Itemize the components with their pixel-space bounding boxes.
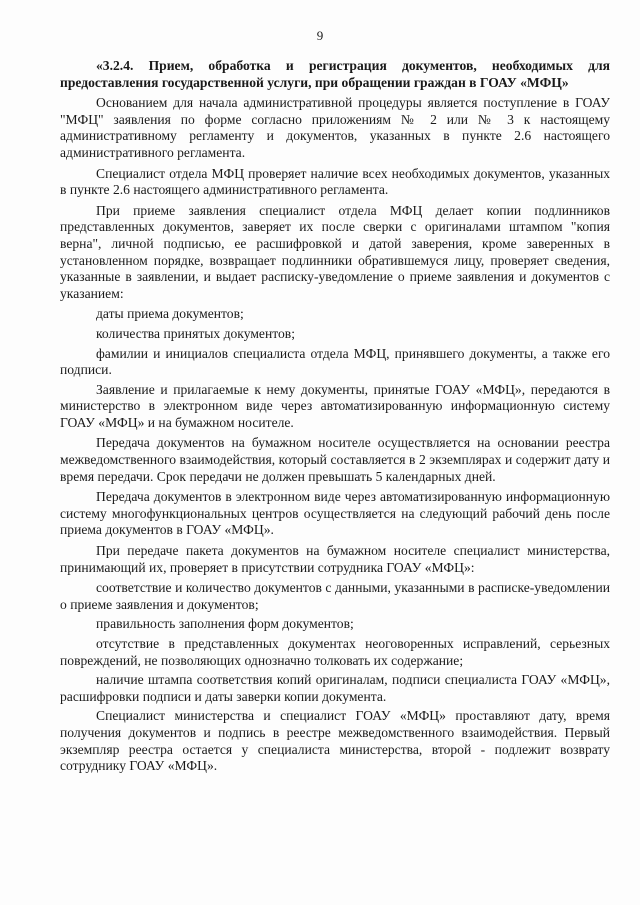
paragraph-registry: Специалист министерства и специалист ГОАУ «МФЦ» проставляют дату, время получения документов и подпись в реестре межведомственного взаимодействия. Первый экземпляр реестра остается у специалиста министерства, второй - подлежит возврату сотруднику ГОАУ «МФЦ».: [60, 708, 610, 774]
paragraph-check: Специалист отдела МФЦ проверяет наличие всех необходимых документов, указанных в пункте 2.6 настоящего административного регламента.: [60, 165, 610, 198]
paragraph-ministry-check: При передаче пакета документов на бумажном носителе специалист министерства, принимающий их, проверяет в присутствии сотрудника ГОАУ «МФЦ»:: [60, 543, 610, 575]
list-item-specialist: фамилии и инициалов специалиста отдела МФЦ, принявшего документы, а также его подписи.: [60, 345, 610, 378]
document-body: [60, 58, 610, 779]
page-number: 9: [316, 28, 324, 43]
paragraph-paper-transfer: Передача документов на бумажном носителе осуществляется на основании реестра межведомственного взаимодействия, который составляется в 2 экземплярах и содержит дату и время передачи. Срок передачи не должен превышать 5 календарных дней.: [60, 435, 610, 484]
list-item-corrections: отсутствие в представленных документах неоговоренных исправлений, серьезных повреждений, не позволяющих однозначно толковать их содержание;: [60, 636, 610, 668]
paragraph-reception: При приеме заявления специалист отдела МФЦ делает копии подлинников представленных документов, заверяет их после сверки с оригиналами штампом "копия верна", личной подписью, ее расшифровкой и датой заверения, кроме заверенных в установленном порядке, возвращает подлинники обратившемуся лицу, проверяет сведения, указанные в заявлении, и выдает расписку-уведомление о приеме заявления и документов с указанием:: [60, 202, 610, 301]
list-item-correspondence: соответствие и количество документов с данными, указанными в расписке-уведомлении о приеме заявления и документов;: [60, 580, 610, 612]
section-heading: «3.2.4. Прием, обработка и регистрация документов, необходимых для предоставления государственной услуги, при обращении граждан в ГОАУ «МФЦ»: [60, 58, 610, 90]
paragraph-electronic-transfer: Передача документов в электронном виде через автоматизированную информационную систему многофункциональных центров осуществляется на следующий рабочий день после приема документов в ГОАУ «МФЦ».: [60, 489, 610, 538]
paragraph-transfer: Заявление и прилагаемые к нему документы, принятые ГОАУ «МФЦ», передаются в министерство в электронном виде через автоматизированную информационную систему ГОАУ «МФЦ» и на бумажном носителе.: [60, 381, 610, 430]
list-item-stamp: наличие штампа соответствия копий оригиналам, подписи специалиста ГОАУ «МФЦ», расшифровки подписи и даты заверки копии документа.: [60, 672, 610, 704]
paragraph-basis: Основанием для начала административной процедуры является поступление в ГОАУ "МФЦ" заявления по форме согласно приложениям № 2 или № 3 к настоящему административному регламенту и документов, указанных в пункте 2.6 настоящего административного регламента.: [60, 95, 610, 160]
list-item-forms: правильность заполнения форм документов;: [96, 616, 354, 632]
list-item-count: количества принятых документов;: [96, 325, 295, 341]
list-item-date: даты приема документов;: [96, 306, 244, 322]
